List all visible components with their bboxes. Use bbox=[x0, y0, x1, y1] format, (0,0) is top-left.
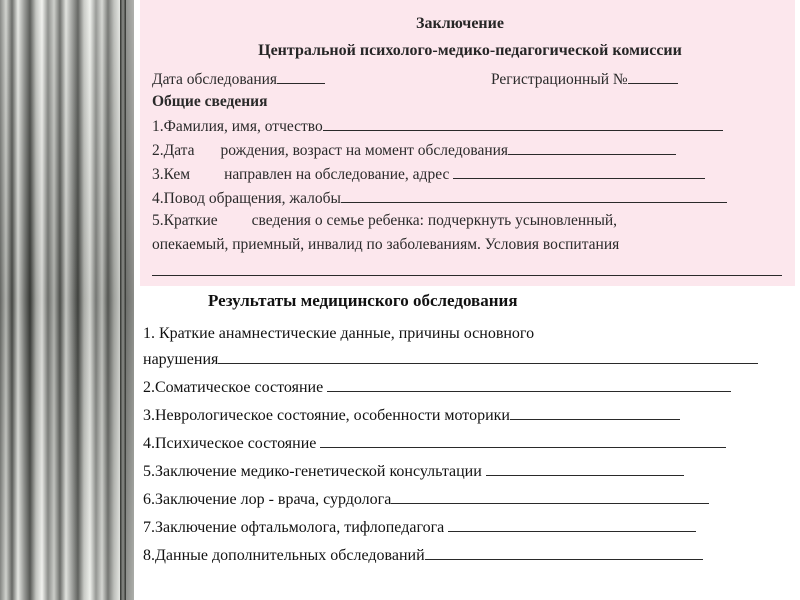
medical-item-7: 7.Заключение офтальмолога, тифлопедагога bbox=[143, 518, 696, 537]
general-item-1: 1.Фамилия, имя, отчество bbox=[152, 117, 723, 136]
mental-state-blank[interactable] bbox=[320, 434, 726, 448]
reg-number-line bbox=[491, 70, 678, 89]
general-item-2: 2.Дата рождения, возраст на момент обследования bbox=[152, 141, 676, 160]
medical-section-title: Результаты медицинского обследования bbox=[208, 291, 518, 310]
title-line-2: Центральной психолого-медико-педагогической комиссии bbox=[258, 42, 682, 59]
ophthalmology-blank[interactable] bbox=[448, 518, 696, 532]
decorative-strip-line bbox=[120, 0, 126, 600]
upbringing-blank[interactable] bbox=[152, 262, 782, 276]
document-title bbox=[140, 15, 780, 33]
medical-item-1: 1. Краткие анамнестические данные, причины основного bbox=[143, 325, 535, 342]
additional-exams-blank[interactable] bbox=[425, 546, 703, 560]
general-item-3: 3.Кем направлен на обследование, адрес bbox=[152, 165, 705, 184]
referral-address-blank[interactable] bbox=[453, 165, 705, 179]
exam-date-label: Дата обследования bbox=[152, 71, 278, 88]
general-item-5: 5.Краткие сведения о семье ребенка: подчеркнуть усыновленный, bbox=[152, 212, 618, 229]
medical-item-6: 6.Заключение лор - врача, сурдолога bbox=[143, 490, 709, 509]
title-line-1: Заключение bbox=[416, 15, 504, 32]
general-section-title: Общие сведения bbox=[152, 93, 268, 110]
document-subtitle bbox=[150, 42, 790, 60]
somatic-blank[interactable] bbox=[327, 378, 731, 392]
medical-item-1-cont: нарушения bbox=[143, 350, 758, 369]
birth-date-age-blank[interactable] bbox=[508, 141, 676, 155]
medical-item-2: 2.Соматическое состояние bbox=[143, 378, 731, 397]
anamnesis-blank[interactable] bbox=[218, 350, 758, 364]
genetic-consult-blank[interactable] bbox=[486, 462, 684, 476]
complaints-blank[interactable] bbox=[341, 189, 727, 203]
neurological-blank[interactable] bbox=[510, 406, 680, 420]
full-name-blank[interactable] bbox=[323, 117, 723, 131]
ent-blank[interactable] bbox=[391, 490, 709, 504]
exam-date-line bbox=[152, 70, 325, 89]
decorative-left-strip bbox=[0, 0, 134, 600]
medical-item-8: 8.Данные дополнительных обследований bbox=[143, 546, 703, 565]
medical-item-3: 3.Неврологическое состояние, особенности моторики bbox=[143, 406, 680, 425]
general-item-4: 4.Повод обращения, жалобы bbox=[152, 189, 727, 208]
upbringing-line bbox=[152, 262, 782, 281]
reg-number-label: Регистрационный № bbox=[491, 71, 628, 88]
exam-date-blank[interactable] bbox=[277, 70, 325, 84]
medical-item-4: 4.Психическое состояние bbox=[143, 434, 726, 453]
general-item-5-cont: опекаемый, приемный, инвалид по заболеваниям. Условия воспитания bbox=[152, 236, 620, 253]
medical-item-5: 5.Заключение медико-генетической консультации bbox=[143, 462, 684, 481]
reg-number-blank[interactable] bbox=[628, 70, 678, 84]
